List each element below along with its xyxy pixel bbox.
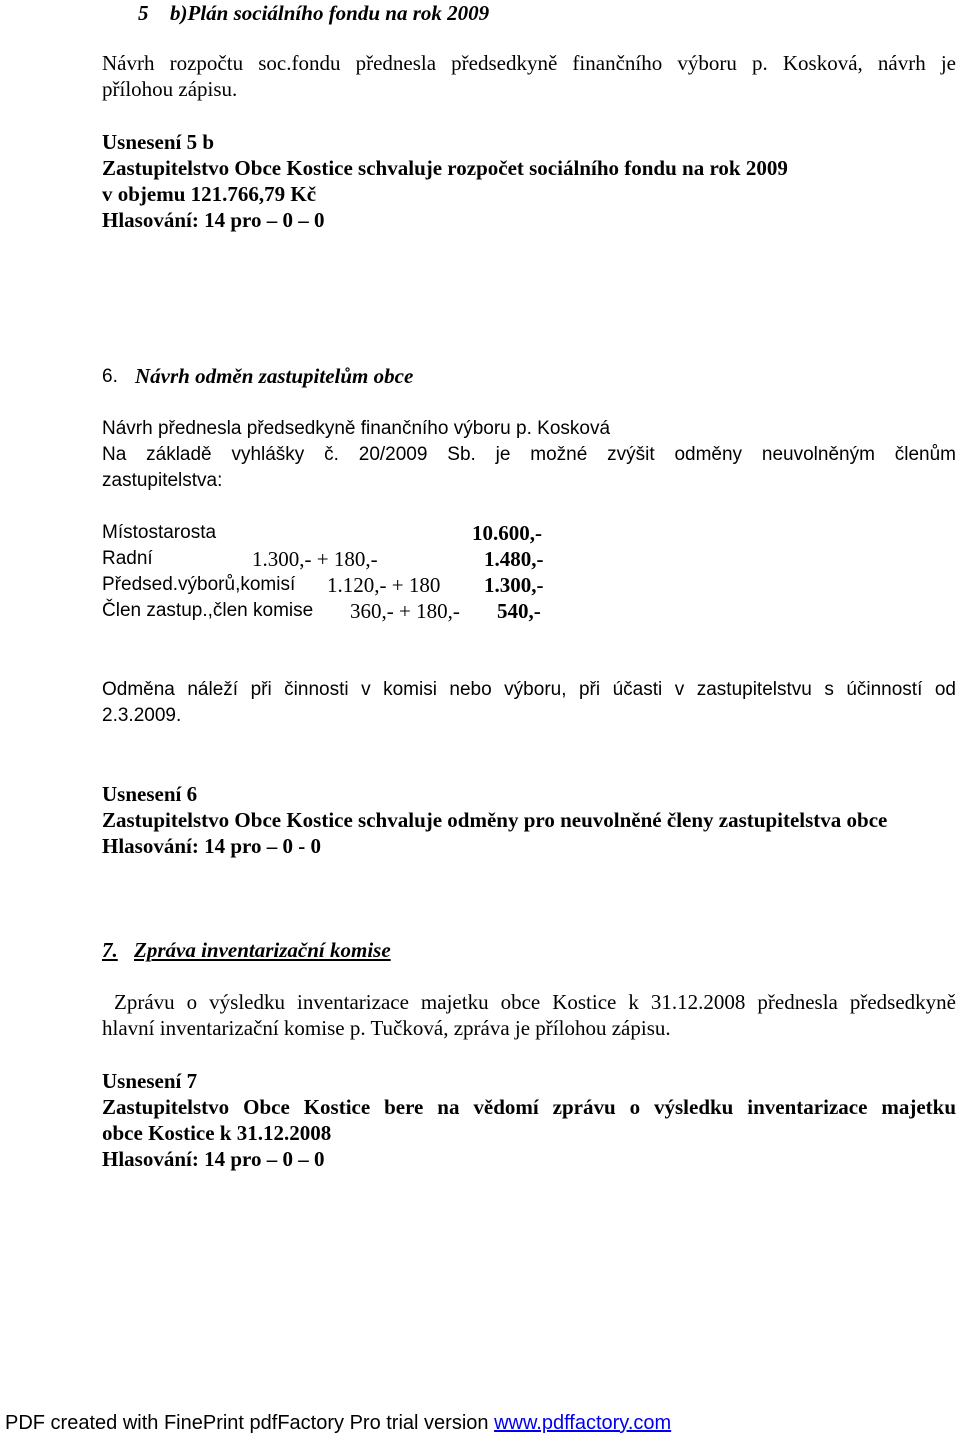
resolution-7-text-line-1: Zastupitelstvo Obce Kostice bere na vědomí zprávu o výsledku inventarizace majetku [102, 1095, 956, 1119]
section-6-number: 6. [102, 366, 118, 387]
resolution-7-vote: Hlasování: 14 pro – 0 – 0 [102, 1147, 325, 1171]
section-6-note-line-2: 2.3.2009. [102, 705, 182, 726]
reward-row-label: Místostarosta [102, 522, 217, 543]
reward-row-total: 10.600,- [472, 521, 542, 545]
reward-row-calculation: 360,- + 180,- [350, 599, 460, 623]
reward-row-total: 1.300,- [484, 573, 544, 597]
reward-row-label: Člen zastup.,člen komise [102, 600, 314, 621]
section-6-paragraph-2-line-1: Na základě vyhlášky č. 20/2009 Sb. je možné zvýšit odměny neuvolněným členům [102, 444, 956, 465]
resolution-6-text: Zastupitelstvo Obce Kostice schvaluje odměny pro neuvolněné členy zastupitelstva obce [102, 808, 888, 832]
reward-row-calculation: 1.120,- + 180 [327, 573, 441, 597]
section-6-paragraph-1: Návrh přednesla předsedkyně finančního výboru p. Kosková [102, 418, 611, 439]
section-7-paragraph-line-2: hlavní inventarizační komise p. Tučková, zpráva je přílohou zápisu. [102, 1016, 671, 1040]
pdf-footer [5, 1410, 671, 1436]
section-6-paragraph-2-line-2: zastupitelstva: [102, 470, 223, 491]
resolution-7-text-line-2: obce Kostice k 31.12.2008 [102, 1121, 332, 1145]
section-5b-paragraph-line-2: přílohou zápisu. [102, 77, 238, 101]
resolution-6-label: Usnesení 6 [102, 782, 198, 806]
section-5b-number: 5 [138, 1, 149, 25]
footer-text: PDF created with FinePrint pdfFactory Pro trial version [5, 1412, 495, 1434]
resolution-6-vote: Hlasování: 14 pro – 0 - 0 [102, 834, 321, 858]
section-7-paragraph-line-1: Zprávu o výsledku inventarizace majetku obce Kostice k 31.12.2008 přednesla předsedkyně [114, 990, 956, 1014]
resolution-5b-label: Usnesení 5 b [102, 130, 215, 154]
resolution-7-label: Usnesení 7 [102, 1069, 198, 1093]
reward-row-total: 1.480,- [484, 547, 544, 571]
footer-link[interactable]: www.pdffactory.com [494, 1412, 672, 1434]
section-5b-paragraph-line-1: Návrh rozpočtu soc.fondu přednesla předsedkyně finančního výboru p. Kosková, návrh je [102, 51, 956, 75]
resolution-5b-text-line-1: Zastupitelstvo Obce Kostice schvaluje rozpočet sociálního fondu na rok 2009 [102, 156, 788, 180]
reward-row-label: Předsed.výborů,komisí [102, 574, 296, 595]
section-6-note-line-1: Odměna náleží při činnosti v komisi nebo výboru, při účasti v zastupitelstvu s účinností od [102, 679, 956, 700]
section-5b-title: b)Plán sociálního fondu na rok 2009 [170, 1, 490, 25]
section-6-title: Návrh odměn zastupitelům obce [135, 364, 414, 388]
reward-row-label: Radní [102, 548, 153, 569]
resolution-5b-text-line-2: v objemu 121.766,79 Kč [102, 182, 317, 206]
section-7-number: 7. [102, 938, 118, 962]
resolution-5b-vote: Hlasování: 14 pro – 0 – 0 [102, 208, 325, 232]
section-7-title: Zpráva inventarizační komise [134, 938, 391, 962]
reward-row-total: 540,- [497, 599, 541, 623]
reward-row-calculation: 1.300,- + 180,- [252, 547, 378, 571]
